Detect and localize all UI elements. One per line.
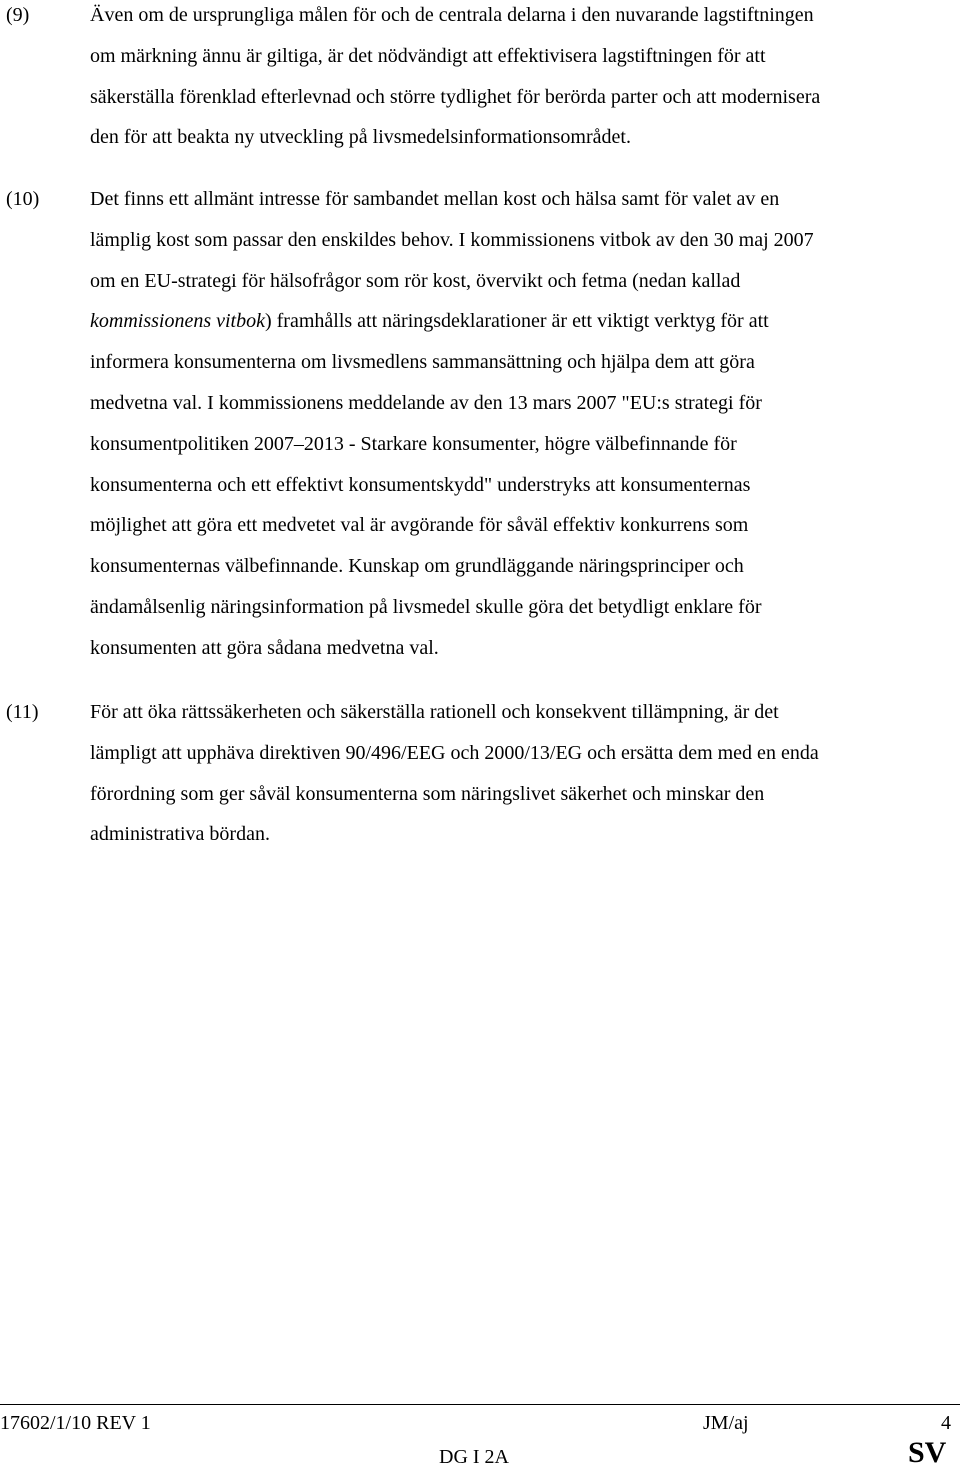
text-line: lämplig kost som passar den enskildes behov. I kommissionens vitbok av den 30 maj 2007	[90, 228, 814, 251]
text-line: lämpligt att upphäva direktiven 90/496/EEG och 2000/13/EG och ersätta dem med en enda	[90, 741, 819, 764]
language-code: SV	[908, 1436, 947, 1469]
paragraph-text	[90, 692, 960, 855]
text-line: konsumenternas välbefinnande. Kunskap om grundläggande näringsprinciper och	[90, 555, 744, 578]
text-line: konsumenten att göra sådana medvetna val.	[90, 636, 439, 659]
paragraph-number: (9)	[6, 4, 30, 26]
text-line: medvetna val. I kommissionens meddelande av den 13 mars 2007 "EU:s strategi för	[90, 391, 762, 414]
author-initials: JM/aj	[703, 1412, 749, 1434]
text-line: konsumentpolitiken 2007–2013 - Starkare konsumenter, högre välbefinnande för	[90, 432, 737, 455]
text-line-with-italic	[90, 301, 960, 342]
text-line: den för att beakta ny utveckling på livsmedelsinformationsområdet.	[90, 126, 631, 149]
department-code: DG I 2A	[439, 1446, 509, 1468]
page-number: 4	[941, 1412, 951, 1434]
text-line: ändamålsenlig näringsinformation på livsmedel skulle göra det betydligt enklare för	[90, 595, 762, 618]
text-line-rest: ) framhålls att näringsdeklarationer är ett viktigt verktyg för att	[264, 310, 769, 333]
paragraph-number: (11)	[6, 701, 39, 723]
document-code: 17602/1/10 REV 1	[0, 1412, 151, 1434]
text-line: För att öka rättssäkerheten och säkerställa rationell och konsekvent tillämpning, är det	[90, 701, 779, 723]
paragraph-text	[90, 0, 960, 158]
text-line: om märkning ännu är giltiga, är det nödvändigt att effektivisera lagstiftningen för att	[90, 44, 766, 67]
text-line: Även om de ursprungliga målen för och de centrala delarna i den nuvarande lagstiftningen	[90, 4, 814, 26]
footer-divider	[0, 1404, 960, 1405]
text-line: förordning som ger såväl konsumenterna som näringslivet säkerhet och minskar den	[90, 782, 765, 805]
paragraph-number: (10)	[6, 188, 40, 210]
text-line: informera konsumenterna om livsmedlens sammansättning och hjälpa dem att göra	[90, 351, 755, 374]
italic-term: kommissionens vitbok	[90, 310, 265, 333]
text-line: säkerställa förenklad efterlevnad och större tydlighet för berörda parter och att modernisera	[90, 85, 821, 108]
text-line: konsumenterna och ett effektivt konsumentskydd" understryks att konsumenternas	[90, 473, 751, 496]
text-line: administrativa bördan.	[90, 823, 270, 846]
text-line: Det finns ett allmänt intresse för sambandet mellan kost och hälsa samt för valet av en	[90, 188, 780, 210]
paragraph-text	[90, 179, 960, 669]
text-line: möjlighet att göra ett medvetet val är avgörande för såväl effektiv konkurrens som	[90, 514, 749, 537]
text-line: om en EU-strategi för hälsofrågor som rör kost, övervikt och fetma (nedan kallad	[90, 269, 741, 292]
